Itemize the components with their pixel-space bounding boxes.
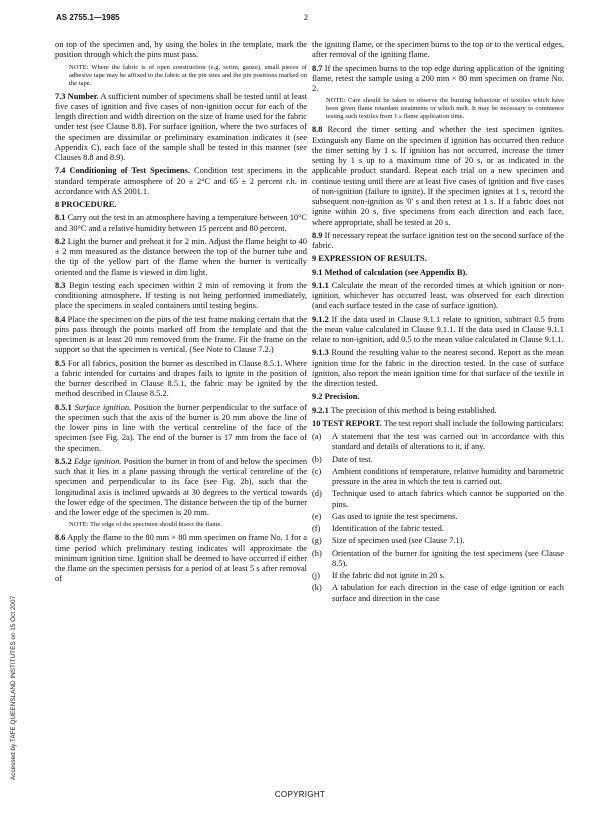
clause-9-1-3: 9.1.3 Round the resulting value to the nearest second. Report as the mean ignition time for the fabric in the direction tested. In the case of surface ignition, also report the mean ignition time for that surface of the textile in the direction tested. xyxy=(312,348,564,388)
list-item: (g) Size of specimen used (see Clause 7.1). xyxy=(312,536,465,546)
clause-8-6: 8.6 Apply the flame to the 80 mm × 80 mm specimen on frame No. 1 for a time period which preliminary testing indicates will approximate the minimum ignition time. Ignition shall be deemed to have occurred if either the flame on the specimen persists for a period of at least 5 s after removal of xyxy=(55,533,307,584)
list-item: (d) Technique used to attach fabrics which cannot be supported on the pins. xyxy=(312,489,564,509)
right-column xyxy=(312,40,564,782)
page-header xyxy=(56,13,556,25)
clause-8-1: 8.1 Carry out the test in an atmosphere having a temperature between 10°C and 30°C and a relative humidity between 15 percent and 80 percent. xyxy=(55,213,307,233)
clause-9-2-1: 9.2.1 The precision of this method is being established. xyxy=(312,405,497,415)
clause-7-4: 7.4 Conditioning of Test Specimens. Condition test specimens in the standard temperate atmosphere of 20 ± 2°C and 65 ± 2 percent r.h. in accordance with AS 2001.1. xyxy=(55,166,307,196)
paragraph: on top of the specimen and, by using the holes in the template, mark the position through which the pins must pass. xyxy=(55,40,307,60)
note: NOTE: Care should be taken to observe the burning behaviour of textiles which have been given flame retardant treatments or which melt. It may be necessary to commence testing such textiles from 1 s flame application time. xyxy=(326,97,564,121)
list-item: (k) A tabulation for each direction in the case of edge ignition or each surface and direction in the case xyxy=(312,583,564,603)
clause-8-5-1: 8.5.1 Surface ignition. Position the burner perpendicular to the surface of the specimen such that the axis of the burner is 20 mm above the line of the lower pins in line with the vertical centreline of the face of the specimen (see Fig. 2a). The end of the burner is 17 mm from the face of the specimen. xyxy=(55,402,307,453)
clause-8-9: 8.9 If necessary repeat the surface ignition test on the second surface of the fabric. xyxy=(312,230,564,250)
clause-9-1-2: 9.1.2 If the data used in Clause 9.1.1 relate to ignition, subtract 0.5 from the mean value calculated in Clause 9.1.1. If the data used in Clause 9.1.1 relate to non-ignition, add 0.5 to the mean value calculated in Clause 9.1.1. xyxy=(312,314,564,344)
clause-7-3: 7.3 Number. A sufficient number of specimens shall be tested until at least five cases of ignition and five cases of non-ignition occur for each of the length direction and width direction on the size of frame used for the fabric under test (see Clause 8.8). For surface ignition, where the two surfaces of the specimen are dissimilar or preliminary examination indicates it (see Appendix C), each face of the sample shall be tested in this manner (see Clauses 8.8 and 8.9). xyxy=(55,91,307,162)
standard-number: AS 2755.1—1985 xyxy=(56,13,120,22)
clause-8-8: 8.8 Record the timer setting and whether the test specimen ignites. Extinguish any flame on the specimen if ignition has occurred then reduce the timer setting by 1 s. If ignition has not occurred, increase the timer setting by 1 s up to a maximum time of 20 s, or as indicated in the applicable product standard. Repeat each trial on a new specimen and continue testing until there are at least five cases of ignition and five cases of non-ignition (failure to ignite). If the specimen ignites at 1 s, record the subsequent non-ignition as '0' s and then retest at 1 s. If a fabric does not ignite within 20 s, five specimens from each direction and each face, where appropriate, shall be tested at 20 s. xyxy=(312,125,564,227)
access-watermark: Accessed by TAFE QUEENSLAND INSTITUTES on 15 Oct 2007 xyxy=(10,595,17,780)
clause-8-5-2: 8.5.2 Edge ignition. Position the burner in front of and below the specimen such that it lies in a plane passing through the vertical centreline of the specimen and perpendicular to its face (see Fig. 2b), such that the longitudinal axis is inclined upwards at 30 degrees to the vertical towards the lower edge of the specimen. The distance between the tip of the burner and the lower edge of the specimen is 20 mm. xyxy=(55,456,307,517)
subsection-heading: 9.1 Method of calculation (see Appendix B). xyxy=(312,267,468,277)
clause-8-5: 8.5 For all fabrics, position the burner as described in Clause 8.5.1. Where a fabric intended for curtains and drapes fails to ignite in the position of the burner described in Clause 8.5.1, the fabric may be ignited by the method described in Clause 8.5.2. xyxy=(55,358,307,399)
clause-8-3: 8.3 Begin testing each specimen within 2 min of removing it from the conditioning atmosphere. If testing is not being performed immediately, place the specimens in sealed containers until testing begins. xyxy=(55,280,307,311)
copyright-footer: COPYRIGHT xyxy=(274,790,326,799)
clause-8-7: 8.7 If the specimen burns to the top edge during application of the igniting flame, retest the sample using a 200 mm × 80 mm specimen on frame No. 2. xyxy=(312,63,564,93)
list-item: (h) Orientation of the burner for igniting the test specimens (see Clause 8.5). xyxy=(312,548,564,568)
paragraph: the igniting flame, or the specimen burns to the top or to the vertical edges, after removal of the igniting flame. xyxy=(312,40,564,60)
list-item: (j) If the fabric did not ignite in 20 s. xyxy=(312,571,445,580)
left-column xyxy=(55,40,307,782)
note: NOTE: The edge of the specimen should bisect the flame. xyxy=(69,521,222,529)
clause-8-2: 8.2 Light the burner and preheat it for 2 min. Adjust the flame height to 40 ± 2 mm measured as the distance between the top of the burner tube and the tip of the yellow part of the flame when the burner is vertically oriented and the flame is viewed in dim light. xyxy=(55,236,307,277)
subsection-heading: 9.2 Precision. xyxy=(312,392,360,402)
list-item: (e) Gas used to ignite the test specimens. xyxy=(312,511,458,521)
note: NOTE: Where the fabric is of open construction (e.g. scrim, gauze), small pieces of adhesive tape may be affixed to the fabric at the pin sites and the pin positions marked on the tape. xyxy=(69,63,307,87)
list-item: (f) Identification of the fabric tested. xyxy=(312,524,444,533)
clause-8-4: 8.4 Place the specimen on the pins of the test frame making certain that the pins pass through the points marked off from the template and that the specimen is at least 20 mm removed from the frame. Fit the frame on the support so that the specimen is vertical. (See Note to Clause 7.2.) xyxy=(55,314,307,355)
list-item: (b) Date of test. xyxy=(312,454,373,464)
section-heading: 9 EXPRESSION OF RESULTS. xyxy=(312,254,427,264)
clause-10: 10 TEST REPORT. The test report shall include the following particulars: xyxy=(312,418,564,428)
list-item: (c) Ambient conditions of temperature, relative humidity and barometric pressure in the area in which the test is carried out. xyxy=(312,466,564,486)
clause-9-1-1: 9.1.1 Calculate the mean of the recorded times at which ignition or non-ignition, whichever has occurred least, was observed for each direction (and each surface tested in the case of surface ignition). xyxy=(312,280,564,311)
page-number: 2 xyxy=(304,13,308,22)
section-heading: 8 PROCEDURE. xyxy=(55,200,117,209)
list-item: (a) A statement that the test was carried out in accordance with this standard and details of alterations to it, if any. xyxy=(312,432,564,452)
